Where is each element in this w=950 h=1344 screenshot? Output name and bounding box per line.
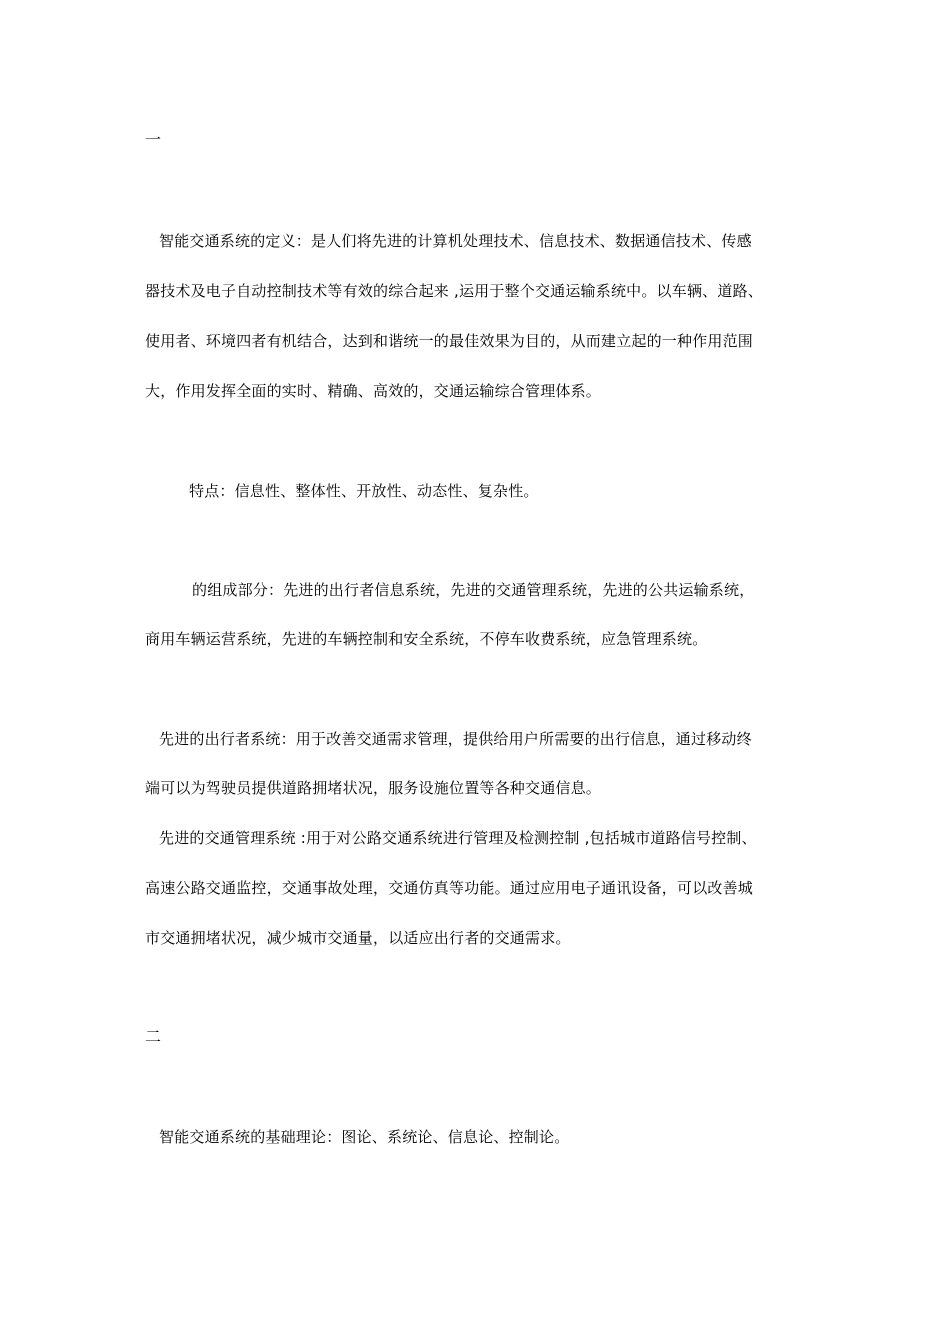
features-paragraph: 特点：信息性、整体性、开放性、动态性、复杂性。: [189, 482, 539, 500]
paragraph-line: 器技术及电子自动控制技术等有效的综合起来 ,运用于整个交通运输系统中。以车辆、道路、: [145, 282, 763, 300]
paragraph-line: 使用者、环境四者有机结合，达到和谐统一的最佳效果为目的，从而建立起的一种作用范围: [145, 332, 754, 350]
paragraph-line: 商用车辆运营系统，先进的车辆控制和安全系统，不停车收费系统，应急管理系统。: [145, 630, 708, 648]
theory-paragraph: 智能交通系统的基础理论：图论、系统论、信息论、控制论。: [159, 1128, 570, 1146]
paragraph-line: 智能交通系统的定义：是人们将先进的计算机处理技术、信息技术、数据通信技术、传感: [159, 232, 752, 250]
paragraph-line: 高速公路交通监控，交通事故处理，交通仿真等功能。通过应用电子通讯设备，可以改善城: [145, 879, 754, 897]
paragraph-line: 的组成部分：先进的出行者信息系统，先进的交通管理系统，先进的公共运输系统，: [192, 581, 755, 599]
paragraph-line: 市交通拥堵状况，减少城市交通量，以适应出行者的交通需求。: [145, 929, 571, 947]
paragraph-line: 先进的交通管理系统 :用于对公路交通系统进行管理及检测控制 ,包括城市道路信号控制、: [159, 829, 757, 847]
paragraph-line: 大，作用发挥全面的实时、精确、高效的，交通运输综合管理体系。: [145, 382, 602, 400]
paragraph-line: 先进的出行者系统：用于改善交通需求管理，提供给用户所需要的出行信息，通过移动终: [159, 730, 752, 748]
section-heading-two: 二: [145, 1027, 162, 1046]
paragraph-line: 端可以为驾驶员提供道路拥堵状况，服务设施位置等各种交通信息。: [145, 779, 602, 797]
section-heading-one: 一: [145, 130, 162, 149]
